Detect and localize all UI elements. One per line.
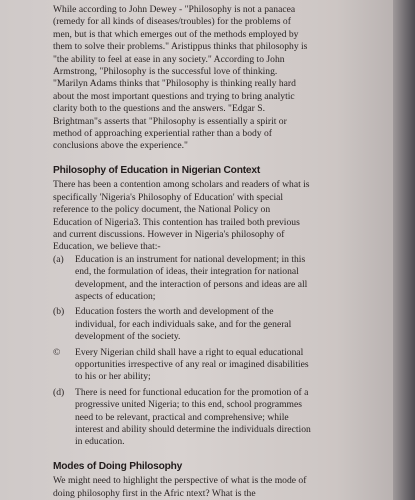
- text-line: about the most important questions and trying to bring analytic: [53, 90, 295, 102]
- text-line: to his or her ability;: [75, 371, 151, 383]
- text-line: development, and the interaction of persons and ideas are all: [75, 278, 308, 290]
- text-line: Every Nigerian child shall have a right to equal educational: [75, 346, 304, 358]
- text-line: Brightman"s asserts that "Philosophy is essentially a spirit or: [53, 115, 287, 127]
- text-line: them to solve their problems." Aristippus thinks that philosophy is: [53, 41, 308, 53]
- text-line: Education fosters the worth and development of the: [75, 306, 274, 318]
- text-line: conclusions above the experience.": [53, 140, 188, 152]
- text-line: There has been a contention among scholars and readers of what is: [53, 179, 310, 191]
- text-line: method of approaching experiential rather than a body of: [53, 128, 272, 140]
- text-column: [53, 4, 353, 500]
- text-line: development of the society.: [75, 331, 181, 343]
- text-line: Education is an instrument for national development; in this: [75, 253, 306, 265]
- text-line: need to be relevant, practical and comprehensive; while: [75, 411, 289, 423]
- text-line: Armstrong, "Philosophy is the successful love of thinking.: [53, 66, 278, 78]
- list-marker: (a): [53, 253, 64, 265]
- list-marker: (b): [53, 306, 65, 318]
- text-line: and current discussions. However in Nigeria's philosophy of: [53, 228, 285, 240]
- list-item-d: [53, 387, 353, 449]
- text-line: clarity both to the questions and the answers. "Edgar S.: [53, 103, 266, 115]
- text-line: There is need for functional education for the promotion of a: [75, 386, 309, 398]
- text-line: reference to the policy document, the National Policy on: [53, 204, 271, 216]
- text-line: doing philosophy first in the Afric ntext? What is the: [53, 487, 256, 499]
- page-edge-shadow: [393, 0, 415, 500]
- section-heading-philosophy-of-education: Philosophy of Education in Nigerian Context: [53, 164, 261, 176]
- text-line: end, the formulation of ideas, their integration for national: [75, 266, 299, 278]
- text-line: Education, we believe that:-: [53, 241, 161, 253]
- text-line: men, but is that which emerges out of the methods employed by: [53, 28, 299, 40]
- list-marker: ©: [53, 346, 61, 358]
- section-heading-modes-of-doing-philosophy: Modes of Doing Philosophy: [53, 460, 183, 472]
- section-intro-paragraph: [53, 179, 353, 253]
- text-line: opportunities irrespective of any real or imagined disabilities: [75, 358, 309, 370]
- list-marker: (d): [53, 386, 65, 398]
- modes-paragraph: [53, 475, 353, 500]
- text-line: While according to John Dewey - "Philosophy is not a panacea: [53, 4, 296, 15]
- text-line: We might need to highlight the perspective of what is the mode of: [53, 475, 307, 487]
- list-item-b: [53, 306, 353, 343]
- text-line: aspects of education;: [75, 290, 156, 302]
- dewey-quote-paragraph: [53, 4, 353, 153]
- text-line: Education of Nigeria3. This contention has trailed both previous: [53, 216, 300, 228]
- list-item-c: [53, 347, 353, 384]
- text-line: individual, for each individuals sake, and for the general: [75, 318, 292, 330]
- text-line: interest and ability should determine the individuals direction: [75, 424, 311, 435]
- list-item-a: [53, 254, 353, 304]
- text-line: progressive united Nigeria; to this end, school programmes: [75, 399, 303, 411]
- text-line: in education.: [75, 436, 125, 448]
- text-line: "the ability to feel at ease in any society." According to John: [53, 53, 285, 65]
- text-line: "Marilyn Adams thinks that "Philosophy is thinking really hard: [53, 78, 296, 90]
- text-line: (remedy for all kinds of diseases/troubles) for the problems of: [53, 16, 291, 28]
- text-line: specifically 'Nigeria's Philosophy of Education' with special: [53, 191, 284, 203]
